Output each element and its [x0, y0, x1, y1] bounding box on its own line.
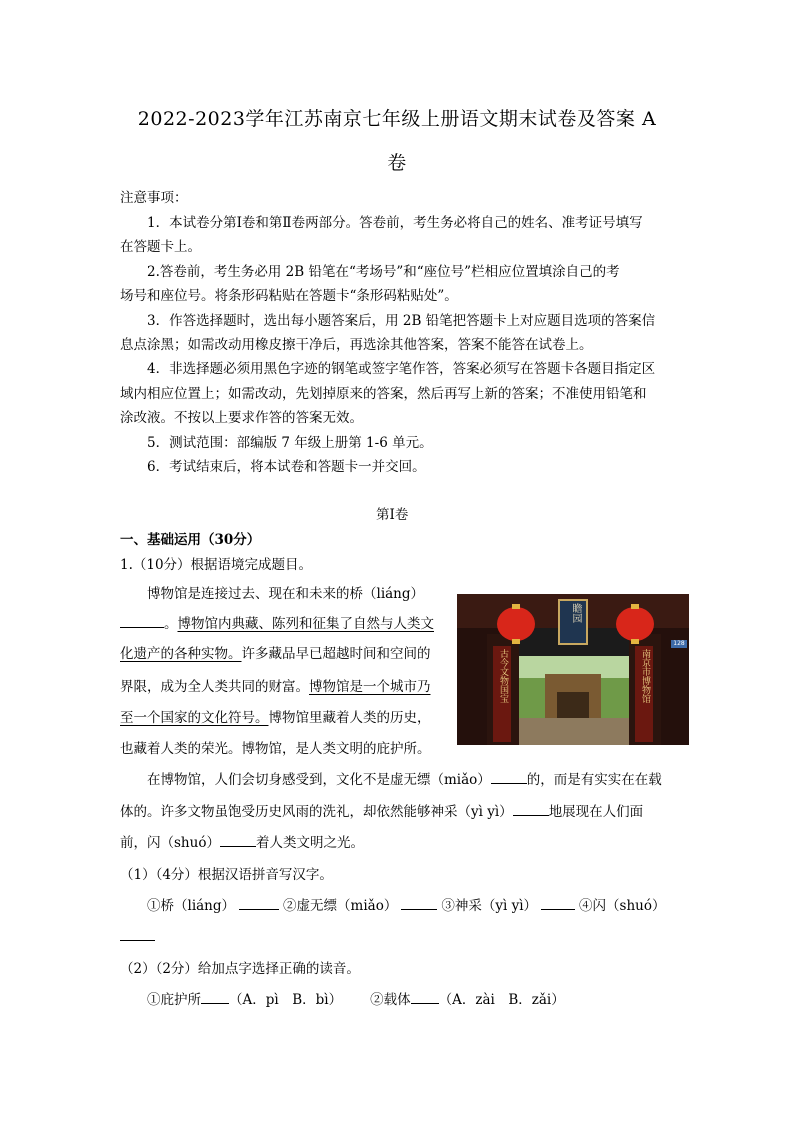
note-4b: 域内相应位置上；如需改动，先划掉原来的答案，然后再写上新的答案；不准使用铅笔和 — [120, 386, 647, 402]
reading-item-2: ②载体 — [370, 992, 411, 1008]
answer-blank[interactable] — [541, 897, 575, 910]
note-1a: 1．本试卷分第Ⅰ卷和第Ⅱ卷两部分。答卷前，考生务必将自己的姓名、准考证号填写 — [147, 215, 643, 231]
passage-text: 地展现在人们面 — [548, 804, 644, 820]
underlined-sentence: 化遗产的各种实物。 — [120, 646, 242, 662]
answer-blank[interactable] — [411, 991, 439, 1004]
subquestion-1-items — [147, 894, 665, 914]
passage-text: 界限，成为全人类共同的财富。 — [120, 679, 309, 695]
reading-item-1: ①庇护所 — [147, 992, 201, 1008]
answer-blank — [513, 803, 549, 816]
pinyin-item-2: ②虚无缥（miǎo） — [283, 898, 398, 914]
museum-gate-photo — [457, 594, 689, 745]
note-3b: 息点涂黑；如需改动用橡皮擦干净后，再选涂其他答案，答案不能答在试卷上。 — [120, 337, 593, 353]
passage-1-line5 — [120, 706, 431, 726]
answer-blank[interactable] — [201, 991, 229, 1004]
note-3a: 3．作答选择题时，选出每小题答案后，用 2B 铅笔把答题卡上对应题目选项的答案信 — [147, 313, 656, 329]
note-4a: 4．非选择题必须用黑色字迹的钢笔或签字笔作答，答案必须写在答题卡各题目指定区 — [147, 361, 656, 377]
passage-text: 博物馆里藏着人类的历史， — [268, 710, 431, 726]
passage-text: 博物馆是连接过去、现在和未来的桥（liáng） — [147, 586, 425, 602]
exam-title-line2: 卷 — [387, 152, 407, 174]
passage-2-line2 — [120, 800, 643, 820]
notes-heading: 注意事项： — [120, 190, 188, 206]
passage-1-line4 — [120, 675, 431, 695]
pinyin-item-3: ③神采（yì yì） — [441, 898, 538, 914]
subquestion-1-prompt: （1）（4分）根据汉语拼音写汉字。 — [120, 867, 333, 883]
passage-text: 前，闪（shuó） — [120, 835, 220, 851]
volume-label: 第Ⅰ卷 — [376, 507, 409, 523]
passage-text: 着人类文明之光。 — [255, 835, 364, 851]
subquestion-2-items — [147, 988, 565, 1008]
answer-blank — [220, 834, 256, 847]
passage-1-line6: 也藏着人类的荣光。博物馆，是人类文明的庇护所。 — [120, 741, 431, 757]
passage-1-line1 — [147, 582, 424, 602]
answer-blank — [120, 615, 164, 628]
reading-options-1: （A．pì B．bì） — [229, 992, 343, 1008]
question-1-prompt: 1.（10分）根据语境完成题目。 — [120, 557, 313, 573]
right-couplet-text: 南京市博物馆 — [640, 649, 650, 703]
underlined-sentence: 博物馆是一个城市乃 — [309, 679, 431, 695]
note-2a: 2.答卷前，考生务必用 2B 铅笔在“考场号”和“座位号”栏相应位置填涂自己的考 — [147, 264, 620, 280]
underlined-sentence: 博物馆内典藏、陈列和征集了自然与人类文 — [177, 616, 434, 632]
reading-options-2: （A．zài B．zǎi） — [438, 992, 565, 1008]
passage-text: 。 — [164, 616, 178, 632]
answer-blank[interactable] — [401, 897, 437, 910]
passage-text: 在博物馆，人们会切身感受到，文化不是虚无缥（miǎo） — [147, 772, 491, 788]
exam-title-line1: 2022-2023学年江苏南京七年级上册语文期末试卷及答案 A — [137, 108, 657, 130]
answer-blank — [491, 771, 527, 784]
section1-heading: 一、基础运用（30分） — [120, 532, 261, 548]
passage-text: 体的。许多文物虽饱受历史风雨的洗礼，却依然能够神采（yì yì） — [120, 804, 513, 820]
note-5: 5．测试范围：部编版 7 年级上册第 1-6 单元。 — [147, 435, 433, 451]
answer-blank[interactable] — [120, 940, 155, 941]
pinyin-item-1: ①桥（liáng） — [147, 898, 236, 914]
subquestion-2-prompt: （2）（2分）给加点字选择正确的读音。 — [120, 961, 360, 977]
passage-1-line2 — [120, 612, 434, 632]
note-6: 6．考试结束后，将本试卷和答题卡一并交回。 — [147, 459, 426, 475]
street-sign-number: 128 — [673, 640, 685, 647]
passage-2-line1 — [147, 768, 662, 788]
underlined-sentence: 至一个国家的文化符号。 — [120, 710, 269, 726]
passage-1-line3 — [120, 642, 431, 662]
passage-text: 许多藏品早已超越时间和空间的 — [241, 646, 431, 662]
answer-blank[interactable] — [239, 897, 279, 910]
note-2b: 场号和座位号。将条形码粘贴在答题卡“条形码粘贴处”。 — [120, 288, 458, 304]
pinyin-item-4: ④闪（shuó） — [579, 898, 666, 914]
left-couplet-text: 古今文物国宝 — [498, 649, 508, 703]
gate-plaque-text: 瞻园 — [570, 603, 581, 623]
passage-2-line3 — [120, 831, 364, 851]
passage-text: 的，而是有实实在在载 — [526, 772, 662, 788]
note-1b: 在答题卡上。 — [120, 239, 201, 255]
note-4c: 涂改液。不按以上要求作答的答案无效。 — [120, 410, 363, 426]
